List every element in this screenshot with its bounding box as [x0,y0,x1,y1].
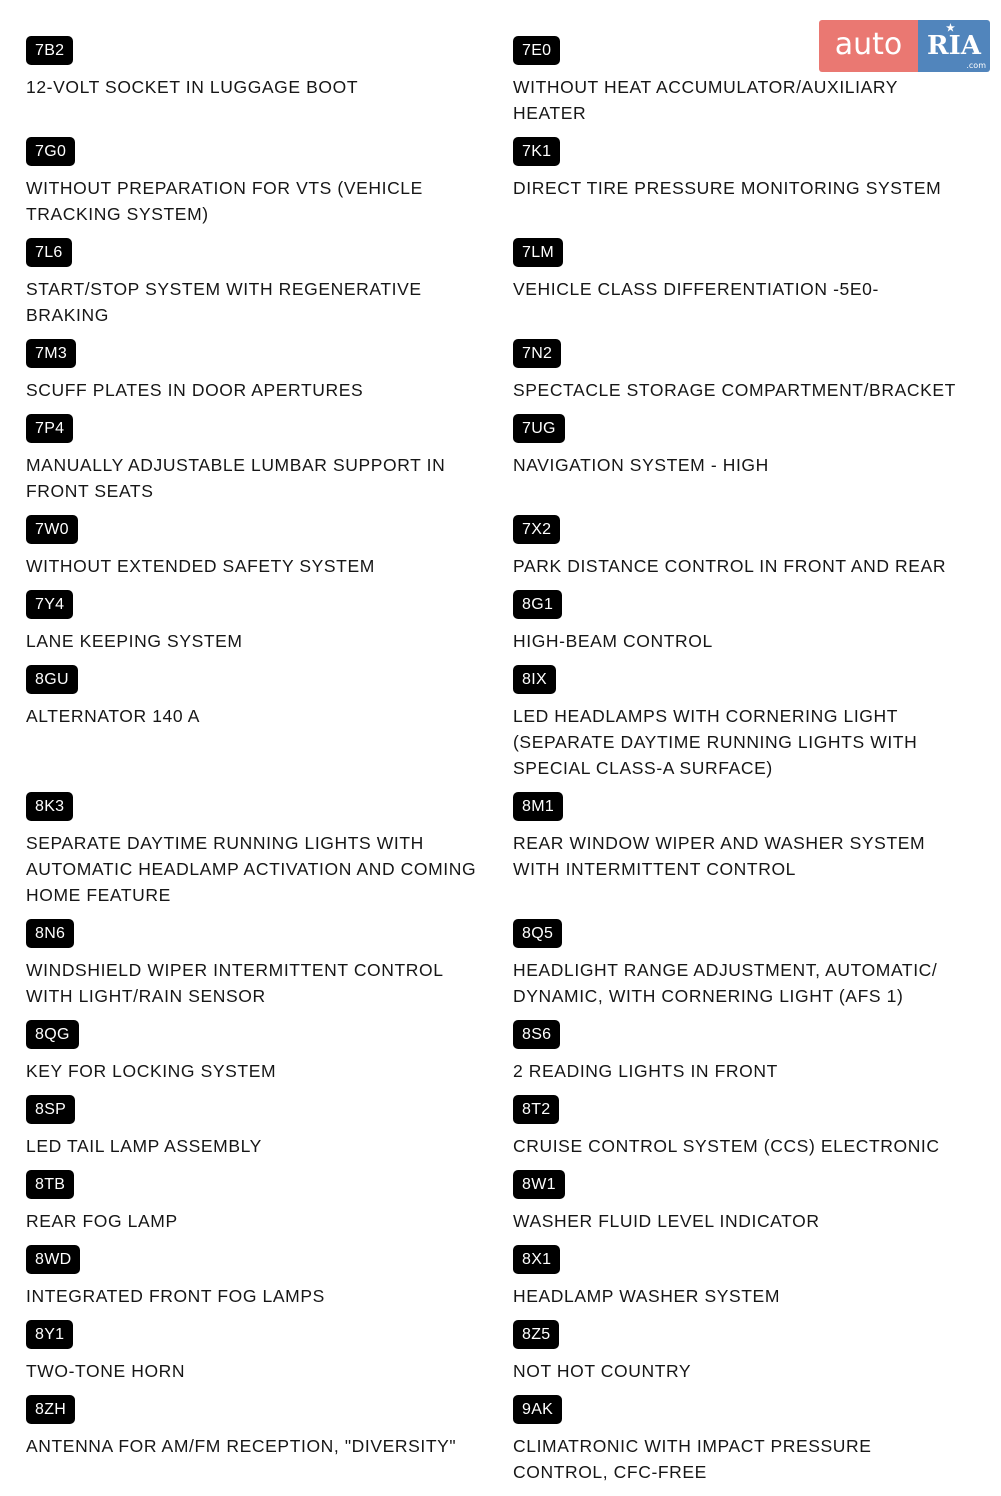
option-item [487,1020,974,1095]
option-code-badge: 7W0 [26,515,78,544]
option-item [0,919,487,1020]
option-code-badge: 8Y1 [26,1320,73,1349]
option-code-badge: 7G0 [26,137,75,166]
option-code-badge: 7LM [513,238,563,267]
option-code-badge: 8N6 [26,919,74,948]
option-code-badge: 8WD [26,1245,80,1274]
option-item [0,36,487,137]
option-item [487,1095,974,1170]
option-description: WITHOUT HEAT ACCUMULATOR/AUXILIARY HEATER [513,77,898,123]
option-description: REAR WINDOW WIPER AND WASHER SYSTEM WITH INTERMITTENT CONTROL [513,833,926,879]
option-description: HEADLAMP WASHER SYSTEM [513,1286,781,1306]
option-code-badge: 8TB [26,1170,74,1199]
option-code-badge: 7K1 [513,137,560,166]
option-item [0,1095,487,1170]
option-item [487,414,974,515]
option-item [487,238,974,339]
option-code-badge: 8M1 [513,792,563,821]
option-code-badge: 8SP [26,1095,75,1124]
option-description: TWO-TONE HORN [26,1361,186,1381]
star-icon: ★ [946,23,955,34]
option-item [487,792,974,919]
option-code-badge: 7Y4 [26,590,73,619]
option-description: NAVIGATION SYSTEM - HIGH [513,455,769,475]
option-description: HIGH-BEAM CONTROL [513,631,713,651]
option-description: REAR FOG LAMP [26,1211,178,1231]
option-code-badge: 7N2 [513,339,561,368]
option-description: 12-VOLT SOCKET IN LUGGAGE BOOT [26,77,359,97]
option-item [487,1245,974,1320]
option-item [0,1020,487,1095]
option-code-badge: 7E0 [513,36,560,65]
option-description: HEADLIGHT RANGE ADJUSTMENT, AUTOMATIC/ DYNAMIC, WITH CORNERING LIGHT (AFS 1) [513,960,938,1006]
option-code-badge: 7X2 [513,515,560,544]
option-item [487,1170,974,1245]
option-code-badge: 8K3 [26,792,73,821]
option-item [487,590,974,665]
option-code-badge: 7M3 [26,339,76,368]
option-code-badge: 8X1 [513,1245,560,1274]
option-description: LED TAIL LAMP ASSEMBLY [26,1136,262,1156]
option-code-badge: 7L6 [26,238,72,267]
autoria-watermark-logo [819,20,990,72]
option-item [487,339,974,414]
option-code-badge: 7UG [513,414,565,443]
option-codes-grid [0,36,1001,1496]
option-item [487,1320,974,1395]
option-description: WITHOUT PREPARATION FOR VTS (VEHICLE TRACKING SYSTEM) [26,178,423,224]
option-item [0,515,487,590]
option-description: CRUISE CONTROL SYSTEM (CCS) ELECTRONIC [513,1136,940,1156]
option-code-badge: 9AK [513,1395,562,1424]
option-item [487,665,974,792]
option-item [487,137,974,238]
option-description: SCUFF PLATES IN DOOR APERTURES [26,380,364,400]
option-description: KEY FOR LOCKING SYSTEM [26,1061,277,1081]
option-description: START/STOP SYSTEM WITH REGENERATIVE BRAKING [26,279,422,325]
option-code-badge: 8QG [26,1020,79,1049]
option-description: SPECTACLE STORAGE COMPARTMENT/BRACKET [513,380,956,400]
option-item [0,339,487,414]
option-description: NOT HOT COUNTRY [513,1361,692,1381]
option-code-badge: 8W1 [513,1170,565,1199]
option-description: 2 READING LIGHTS IN FRONT [513,1061,778,1081]
option-description: ALTERNATOR 140 A [26,706,200,726]
option-item [0,792,487,919]
option-code-badge: 8Z5 [513,1320,559,1349]
option-description: LED HEADLAMPS WITH CORNERING LIGHT (SEPARATE DAYTIME RUNNING LIGHTS WITH SPECIAL CLASS-A SURFACE) [513,706,918,778]
option-item [0,590,487,665]
option-item [487,515,974,590]
option-code-badge: 8G1 [513,590,562,619]
option-description: WINDSHIELD WIPER INTERMITTENT CONTROL WITH LIGHT/RAIN SENSOR [26,960,443,1006]
option-description: MANUALLY ADJUSTABLE LUMBAR SUPPORT IN FRONT SEATS [26,455,446,501]
option-code-badge: 8T2 [513,1095,559,1124]
option-description: CLIMATRONIC WITH IMPACT PRESSURE CONTROL, CFC-FREE [513,1436,872,1482]
option-item [0,1320,487,1395]
option-description: PARK DISTANCE CONTROL IN FRONT AND REAR [513,556,947,576]
option-description: WASHER FLUID LEVEL INDICATOR [513,1211,820,1231]
option-item [0,665,487,792]
option-item [487,1395,974,1496]
logo-ria-block [918,20,990,72]
option-description: LANE KEEPING SYSTEM [26,631,243,651]
option-code-badge: 8GU [26,665,78,694]
option-item [0,1245,487,1320]
logo-auto-text: auto [819,20,918,72]
option-item [0,137,487,238]
option-code-badge: 7P4 [26,414,73,443]
option-code-badge: 8ZH [26,1395,75,1424]
option-item [0,238,487,339]
option-description: SEPARATE DAYTIME RUNNING LIGHTS WITH AUTOMATIC HEADLAMP ACTIVATION AND COMING HOME FEATURE [26,833,477,905]
logo-suffix-text: .com [966,61,986,70]
option-code-badge: 8Q5 [513,919,562,948]
option-code-badge: 8S6 [513,1020,560,1049]
option-description: VEHICLE CLASS DIFFERENTIATION -5E0- [513,279,879,299]
option-item [487,919,974,1020]
option-description: INTEGRATED FRONT FOG LAMPS [26,1286,325,1306]
option-code-badge: 7B2 [26,36,73,65]
logo-ria-text: RIA [927,31,981,61]
option-description: ANTENNA FOR AM/FM RECEPTION, "DIVERSITY" [26,1436,457,1456]
option-item [0,1395,487,1496]
option-description: DIRECT TIRE PRESSURE MONITORING SYSTEM [513,178,942,198]
option-description: WITHOUT EXTENDED SAFETY SYSTEM [26,556,375,576]
option-code-badge: 8IX [513,665,556,694]
option-item [0,1170,487,1245]
option-item [0,414,487,515]
